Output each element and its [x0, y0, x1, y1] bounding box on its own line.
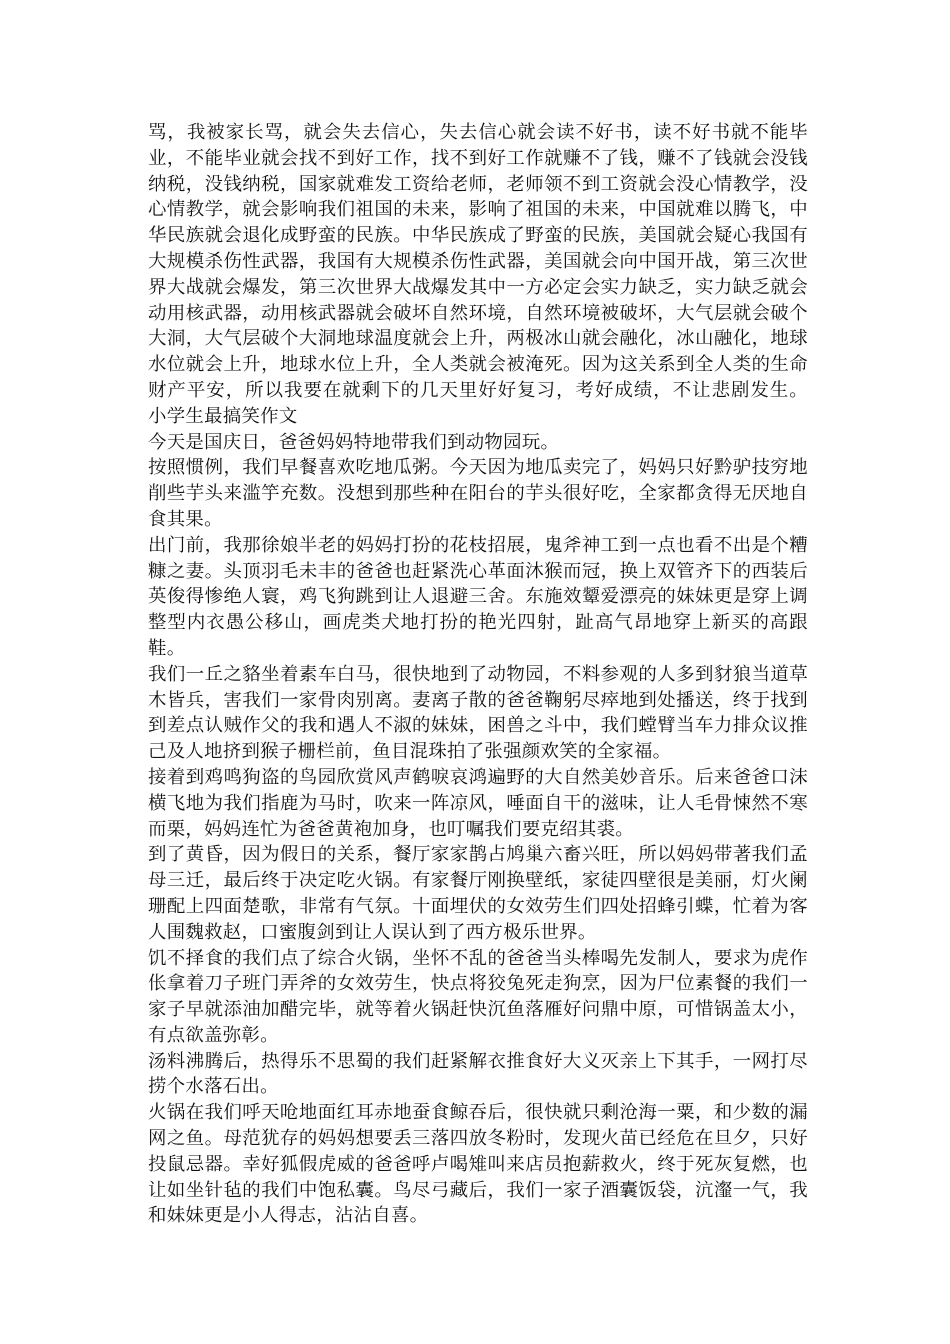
- paragraph-5: 我们一丘之貉坐着素车白马，很快地到了动物园，不料参观的人多到豺狼当道草木皆兵，害我们一家骨肉别离。妻离子散的爸爸鞠躬尽瘁地到处播送，终于找到到差点认贼作父的我和遇人不淑的妹妹，困兽之斗中，我们螳臂当车力排众议推己及人地挤到猴子栅栏前，鱼目混珠拍了张强颜欢笑的全家福。: [148, 663, 808, 763]
- paragraph-8: 饥不择食的我们点了综合火锅，坐怀不乱的爸爸当头棒喝先发制人，要求为虎作伥拿着刀子班门弄斧的女效劳生，快点将狡兔死走狗烹，因为尸位素餐的我们一家子早就添油加醋完毕，就等着火锅赶快沉鱼落雁好问鼎中原，可惜锅盖太小，有点欲盖弥彰。: [148, 947, 808, 1046]
- paragraph-7: 到了黄昏，因为假日的关系，餐厅家家鹊占鸠巢六畜兴旺，所以妈妈带著我们孟母三迁，最后终于决定吃火锅。有家餐厅刚换壁纸，家徒四壁很是美丽，灯火阑珊配上四面楚歌，非常有气氛。十面埋伏的女效劳生们四处招蜂引蝶，忙着为客人围魏救赵，口蜜腹剑到让人误认到了西方极乐世界。: [148, 844, 808, 943]
- paragraph-6: 接着到鸡鸣狗盗的鸟园欣赏风声鹤唳哀鸿遍野的大自然美妙音乐。后来爸爸口沫横飞地为我们指鹿为马时，吹来一阵凉风，唾面自干的滋味，让人毛骨悚然不寒而栗，妈妈连忙为爸爸黄袍加身，也叮嘱我们要克绍其裘。: [148, 766, 808, 840]
- paragraph-9: 汤料沸腾后，热得乐不思蜀的我们赶紧解衣推食好大义灭亲上下其手，一网打尽捞个水落石出。: [148, 1050, 808, 1098]
- document-body: [148, 120, 808, 1229]
- paragraph-3: 按照惯例，我们早餐喜欢吃地瓜粥。今天因为地瓜卖完了，妈妈只好黔驴技穷地削些芋头来滥竽充数。没想到那些种在阳台的芋头很好吃，全家都贪得无厌地自食其果。: [148, 457, 808, 530]
- paragraph-4: 出门前，我那徐娘半老的妈妈打扮的花枝招展，鬼斧神工到一点也看不出是个糟糠之妻。头顶羽毛未丰的爸爸也赶紧洗心革面沐猴而冠，换上双管齐下的西装后英俊得惨绝人寰，鸡飞狗跳到让人退避三舍。东施效颦爱漂亮的妹妹更是穿上调整型内衣愚公移山，画虎类犬地打扮的艳光四射，趾高气昂地穿上新买的高跟鞋。: [148, 534, 808, 659]
- paragraph-2: 今天是国庆日，爸爸妈妈特地带我们到动物园玩。: [148, 431, 560, 453]
- paragraph-1: 骂，我被家长骂，就会失去信心，失去信心就会读不好书，读不好书就不能毕业，不能毕业就会找不到好工作，找不到好工作就赚不了钱，赚不了钱就会没钱纳税，没钱纳税，国家就难发工资给老师，老师领不到工资就会没心情教学，没心情教学，就会影响我们祖国的未来，影响了祖国的未来，中国就难以腾飞，中华民族就会退化成野蛮的民族。中华民族成了野蛮的民族，美国就会疑心我国有大规模杀伤性武器，我国有大规模杀伤性武器，美国就会向中国开战，第三次世界大战就会爆发，第三次世界大战爆发其中一方必定会实力缺乏，实力缺乏就会动用核武器，动用核武器就会破坏自然环境，自然环境被破坏，大气层就会破个大洞，大气层破个大洞地球温度就会上升，两极冰山就会融化，冰山融化，地球水位就会上升，地球水位上升，全人类就会被淹死。因为这关系到全人类的生命财产平安，所以我要在就剩下的几天里好好复习，考好成绩，不让悲剧发生。 小学生最搞笑作文: [148, 122, 808, 427]
- paragraph-10: 火锅在我们呼天呛地面红耳赤地蚕食鲸吞后，很快就只剩沧海一粟，和少数的漏网之鱼。母范犹存的妈妈想要丢三落四放冬粉时，发现火苗已经危在旦夕，只好投鼠忌器。幸好狐假虎威的爸爸呼卢喝雉叫来店员抱薪救火，终于死灰复燃，也让如坐针毡的我们中饱私囊。鸟尽弓藏后，我们一家子酒囊饭袋，沆瀣一气，我和妹妹更是小人得志，沾沾自喜。: [148, 1102, 808, 1227]
